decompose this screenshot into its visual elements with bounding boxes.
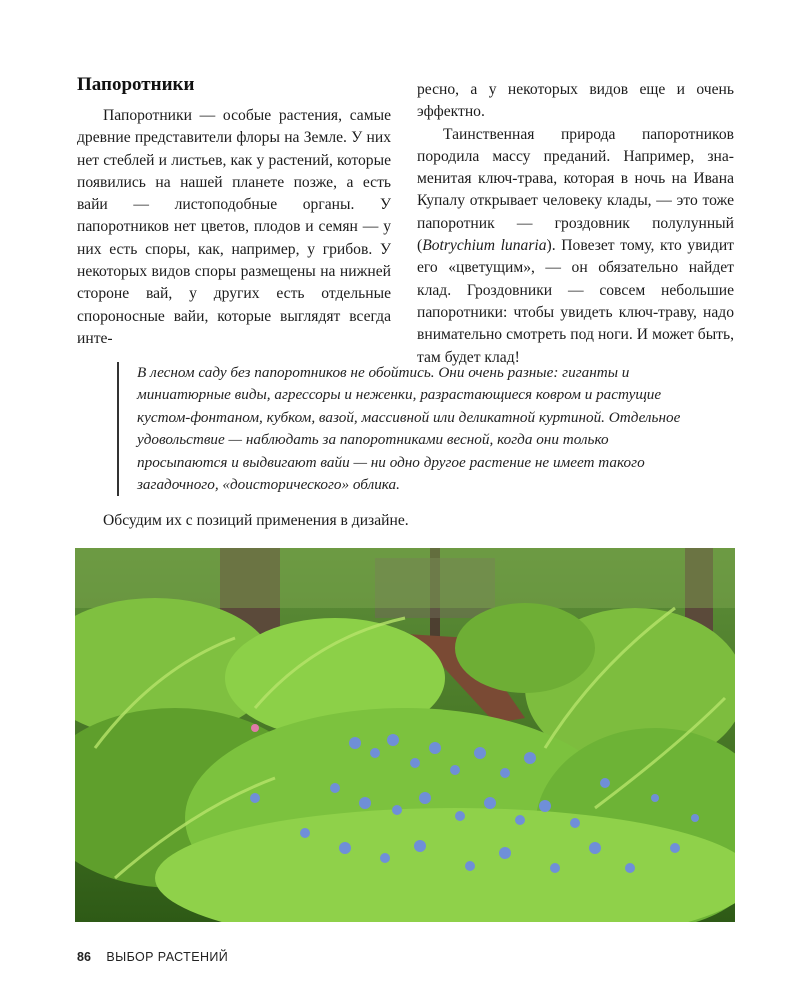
transition-sentence: Обсудим их с позиций применения в дизайне. — [103, 512, 409, 529]
running-section-title: ВЫБОР РАСТЕНИЙ — [106, 950, 229, 964]
fern-garden-illustration — [75, 548, 735, 922]
section-heading: Папоротники — [77, 74, 195, 95]
legend-text-end: ). Повезет тому, кто увидит его «цветущим», — он обязательно найдет клад. Гроздовники — совсем небольшие папоротники: чтобы увидеть ключ-траву, надо внимательно смотреть под ноги. И может быть, там будет клад! — [417, 237, 735, 366]
pull-quote — [117, 362, 697, 496]
page-footer — [77, 950, 228, 964]
fern-garden-photo — [75, 548, 735, 922]
continued-paragraph: ресно, а у некоторых видов еще и очень эффектно. — [417, 81, 734, 121]
page-number: 86 — [77, 950, 91, 964]
right-column — [417, 79, 734, 369]
legend-paragraph — [417, 124, 734, 369]
intro-paragraph: Папоротники — особые растения, самые древние представители флоры на Земле. У них нет стеблей и листьев, как у растений, которые появились на нашей планете позже, а есть вайи — листоподобные органы. У папоротников нет цветов, плодов и семян — у них есть споры, как, например, у грибов. У некоторых видов споры размещены на нижней стороне вай, у других есть отдельные спороносные вайи, которые выглядят всегда инте- — [77, 107, 391, 347]
legend-text-start: Таинственная природа папоротников породила массу преданий. Например, знаменитая ключ-трава, которая в ночь на Ивана Купалу открывает человеку клады, — это тоже папоротник — гроздовник полулунный ( — [417, 125, 734, 255]
quote-text: В лесном саду без папоротников не обойтись. Они очень разные: гиганты и миниатюрные виды, агрессоры и неженки, разрастающиеся ковром и растущие кустом-фонтаном, кубком, вазой, массивной или деликатной куртиной. Отдельное удовольствие — наблюдать за папоротниками весной, когда они только просыпаются и выдвигают вайи — ни одно другое растение не имеет такого загадочного, «доисторического» облика. — [137, 364, 681, 494]
latin-name: Botrychium lunaria — [422, 237, 547, 255]
left-column — [77, 105, 391, 350]
